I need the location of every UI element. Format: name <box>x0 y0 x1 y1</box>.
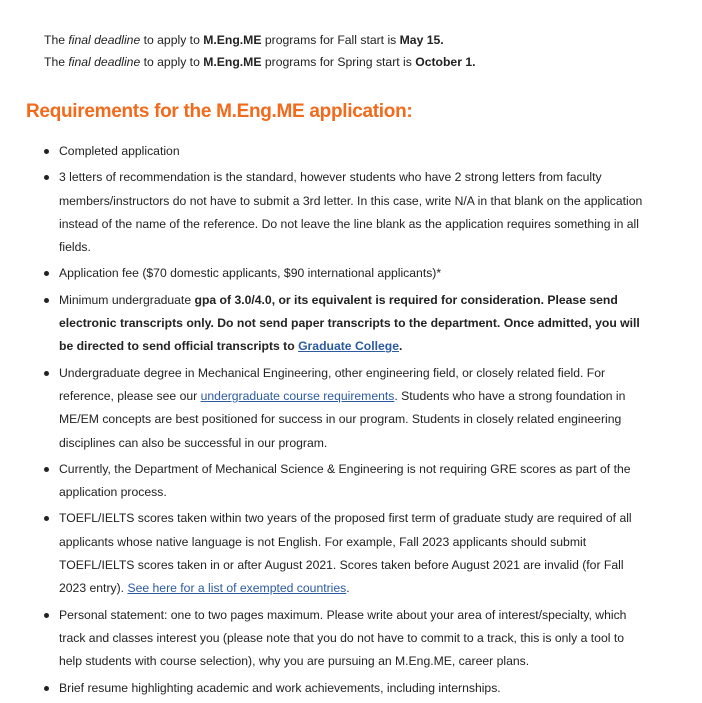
spring-deadline-mid: to apply to <box>140 54 204 69</box>
spring-deadline-post: programs for Spring start is <box>261 54 416 69</box>
spring-deadline-pre: The <box>44 54 69 69</box>
list-item-gpa <box>0 289 702 359</box>
bullet-icon <box>44 271 49 276</box>
list-item-degree <box>0 362 702 455</box>
spring-deadline-date: October 1. <box>415 54 476 69</box>
degree-text-pre: Undergraduate degree in Mechanical Engineering, other engineering field, or closely related field. For reference, please see our <box>59 365 606 403</box>
list-item-letters <box>0 166 702 259</box>
graduate-college-link[interactable]: Graduate College <box>298 339 399 354</box>
list-item-completed-application <box>0 140 702 163</box>
bullet-icon <box>44 298 49 303</box>
list-item-resume <box>0 677 702 700</box>
bullet-icon <box>44 175 49 180</box>
fee-text: Application fee ($70 domestic applicants, $90 international applicants)* <box>59 266 442 281</box>
list-item-fee <box>0 262 702 285</box>
bullet-icon <box>44 516 49 521</box>
letters-text: 3 letters of recommendation is the standard, however students who have 2 strong letters from faculty members/instructors do not have to submit a 3rd letter. In this case, write N/A in that blank on the application instead of the name of the reference. Do not leave the line blank as the application requires something in all fields. <box>59 170 643 255</box>
fall-deadline-line <box>44 30 476 52</box>
bullet-icon <box>44 467 49 472</box>
statement-text: Personal statement: one to two pages maximum. Please write about your area of interest/specialty, which track and classes interest you (please note that you do not have to commit to a track, this is only a tool to help students with course selection), why you are pursuing an M.Eng.ME, career plans. <box>59 607 627 669</box>
bullet-icon <box>44 613 49 618</box>
exempted-countries-link[interactable]: See here for a list of exempted countries <box>127 581 347 596</box>
bullet-icon <box>44 149 49 154</box>
degree-text-post: . Students who have a strong foundation in ME/EM concepts are best positioned for success in our program. Students in closely related engineering disciplines can also be successful in our program. <box>59 388 626 450</box>
toefl-text-post: . <box>346 581 350 596</box>
completed-application-text: Completed application <box>59 144 180 158</box>
gre-text: Currently, the Department of Mechanical Science & Engineering is not requiring GRE scores as part of the application process. <box>59 461 631 500</box>
list-item-toefl <box>0 507 702 600</box>
fall-deadline-date: May 15. <box>399 33 444 47</box>
list-item-gre <box>0 458 702 505</box>
bullet-icon <box>44 686 49 691</box>
undergraduate-course-requirements-link[interactable]: undergraduate course requirements <box>200 388 395 403</box>
fall-deadline-emphasis: final deadline <box>68 33 141 47</box>
requirements-list <box>0 140 702 703</box>
gpa-text-post: . <box>398 339 403 354</box>
spring-deadline-emphasis: final deadline <box>68 54 141 69</box>
deadline-notes <box>44 30 476 73</box>
fall-deadline-pre: The <box>44 33 69 47</box>
fall-deadline-program: M.Eng.ME <box>203 33 262 47</box>
bullet-icon <box>44 371 49 376</box>
spring-deadline-line <box>44 52 476 74</box>
resume-text: Brief resume highlighting academic and work achievements, including internships. <box>59 680 501 695</box>
toefl-text-pre: TOEFL/IELTS scores taken within two years of the proposed first term of graduate study are required of all applicants whose native language is not English. For example, Fall 2023 applicants should submit TOEFL/IELTS scores taken in or after August 2021. Scores taken before August 2021 are invalid (for Fall 2023 entry). <box>59 511 632 596</box>
requirements-heading: Requirements for the M.Eng.ME application: <box>26 101 413 122</box>
fall-deadline-post: programs for Fall start is <box>261 33 400 47</box>
gpa-requirement-bold: gpa of 3.0/4.0, or its equivalent is required for consideration. Please send electronic transcripts only. Do not send paper transcripts to the department. Once admitted, you will be directed to send official transcripts to <box>59 292 640 354</box>
list-item-statement <box>0 604 702 674</box>
gpa-text-pre: Minimum undergraduate <box>59 292 195 307</box>
fall-deadline-mid: to apply to <box>140 33 204 47</box>
spring-deadline-program: M.Eng.ME <box>203 54 262 69</box>
